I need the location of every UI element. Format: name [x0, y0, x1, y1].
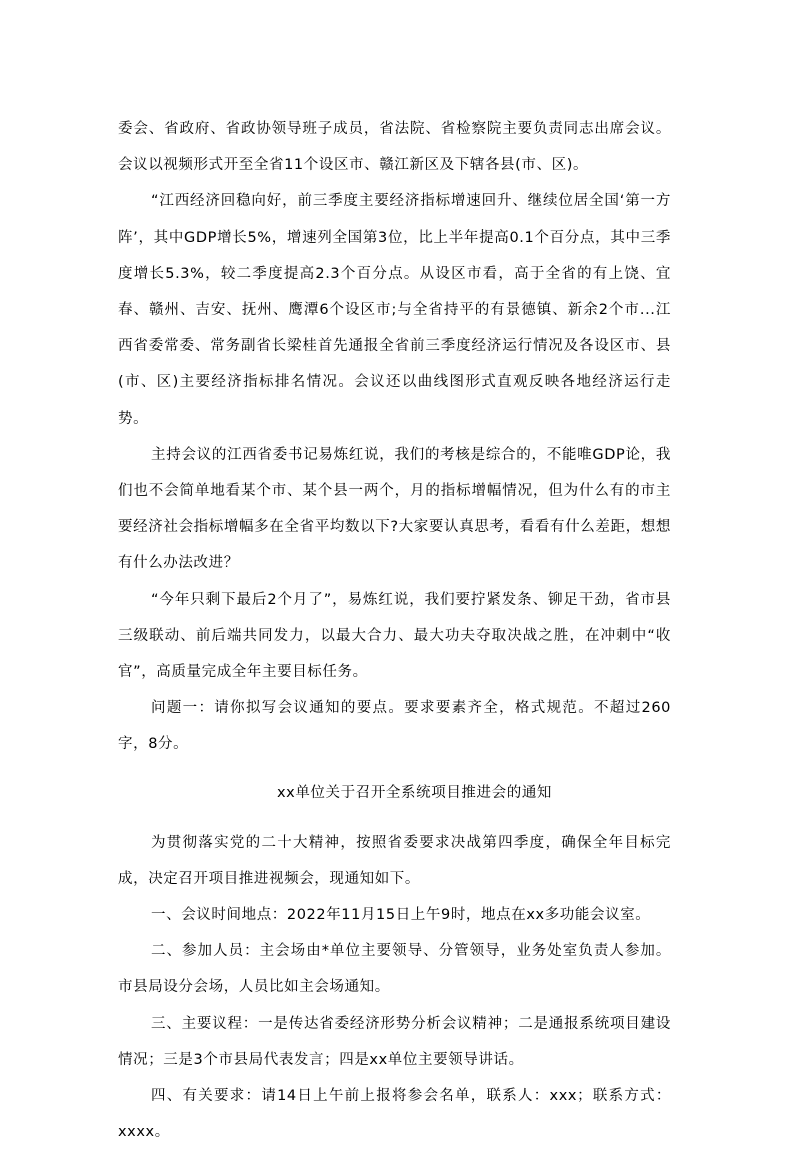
- question-one: 问题一：请你拟写会议通知的要点。要求要素齐全，格式规范。不超过260字，8分。: [118, 700, 671, 753]
- document-page: [118, 111, 671, 1150]
- notice-item-attendees: 二、参加人员：主会场由*单位主要领导、分管领导，业务处室负责人参加。市县局设分会场，人员比如主会场通知。: [118, 943, 671, 996]
- paragraph-final-sprint: “今年只剩下最后2个月了”，易炼红说，我们要拧紧发条、铆足干劲，省市县三级联动、前后端共同发力，以最大合力、最大功夫夺取决战之胜，在冲刺中“收官”，高质量完成全年主要目标任务。: [118, 591, 671, 681]
- notice-item-time-place: 一、会议时间地点：2022年11月15日上午9时，地点在xx多功能会议室。: [151, 907, 651, 924]
- paragraph-secretary-remarks: 主持会议的江西省委书记易炼红说，我们的考核是综合的，不能唯GDP论，我们也不会简单地看某个市、某个县一两个，月的指标增幅情况，但为什么有的市主要经济社会指标增幅多在全省平均数以下?大家要认真思考，看看有什么差距，想想有什么办法改进？: [118, 446, 671, 572]
- paragraph-economy-report: “江西经济回稳向好，前三季度主要经济指标增速回升、继续位居全国‘第一方阵’，其中GDP增长5%，增速列全国第3位，比上半年提高0.1个百分点，其中三季度增长5.3%，较二季度提高2.3个百分点。从设区市看，高于全省的有上饶、宜春、赣州、吉安、抚州、鹰潭6个设区市;与全省持平的有景德镇、新余2个市...江西省委常委、常务副省长梁桂首先通报全省前三季度经济运行情况及各设区市、县(市、区)主要经济指标排名情况。会议还以曲线图形式直观反映各地经济运行走势。: [118, 193, 671, 427]
- notice-intro: 为贯彻落实党的二十大精神，按照省委要求决战第四季度，确保全年目标完成，决定召开项目推进视频会，现通知如下。: [118, 834, 671, 887]
- notice-title: xx单位关于召开全系统项目推进会的通知: [276, 784, 553, 801]
- paragraph-meeting-attendees: 委会、省政府、省政协领导班子成员，省法院、省检察院主要负责同志出席会议。会议以视频形式开至全省11个设区市、赣江新区及下辖各县(市、区)。: [118, 121, 671, 174]
- notice-item-agenda: 三、主要议程：一是传达省委经济形势分析会议精神；二是通报系统项目建设情况；三是3个市县局代表发言；四是xx单位主要领导讲话。: [118, 1015, 671, 1068]
- notice-item-requirements: 四、有关要求：请14日上午前上报将参会名单，联系人：xxx；联系方式：xxxx。: [118, 1088, 671, 1141]
